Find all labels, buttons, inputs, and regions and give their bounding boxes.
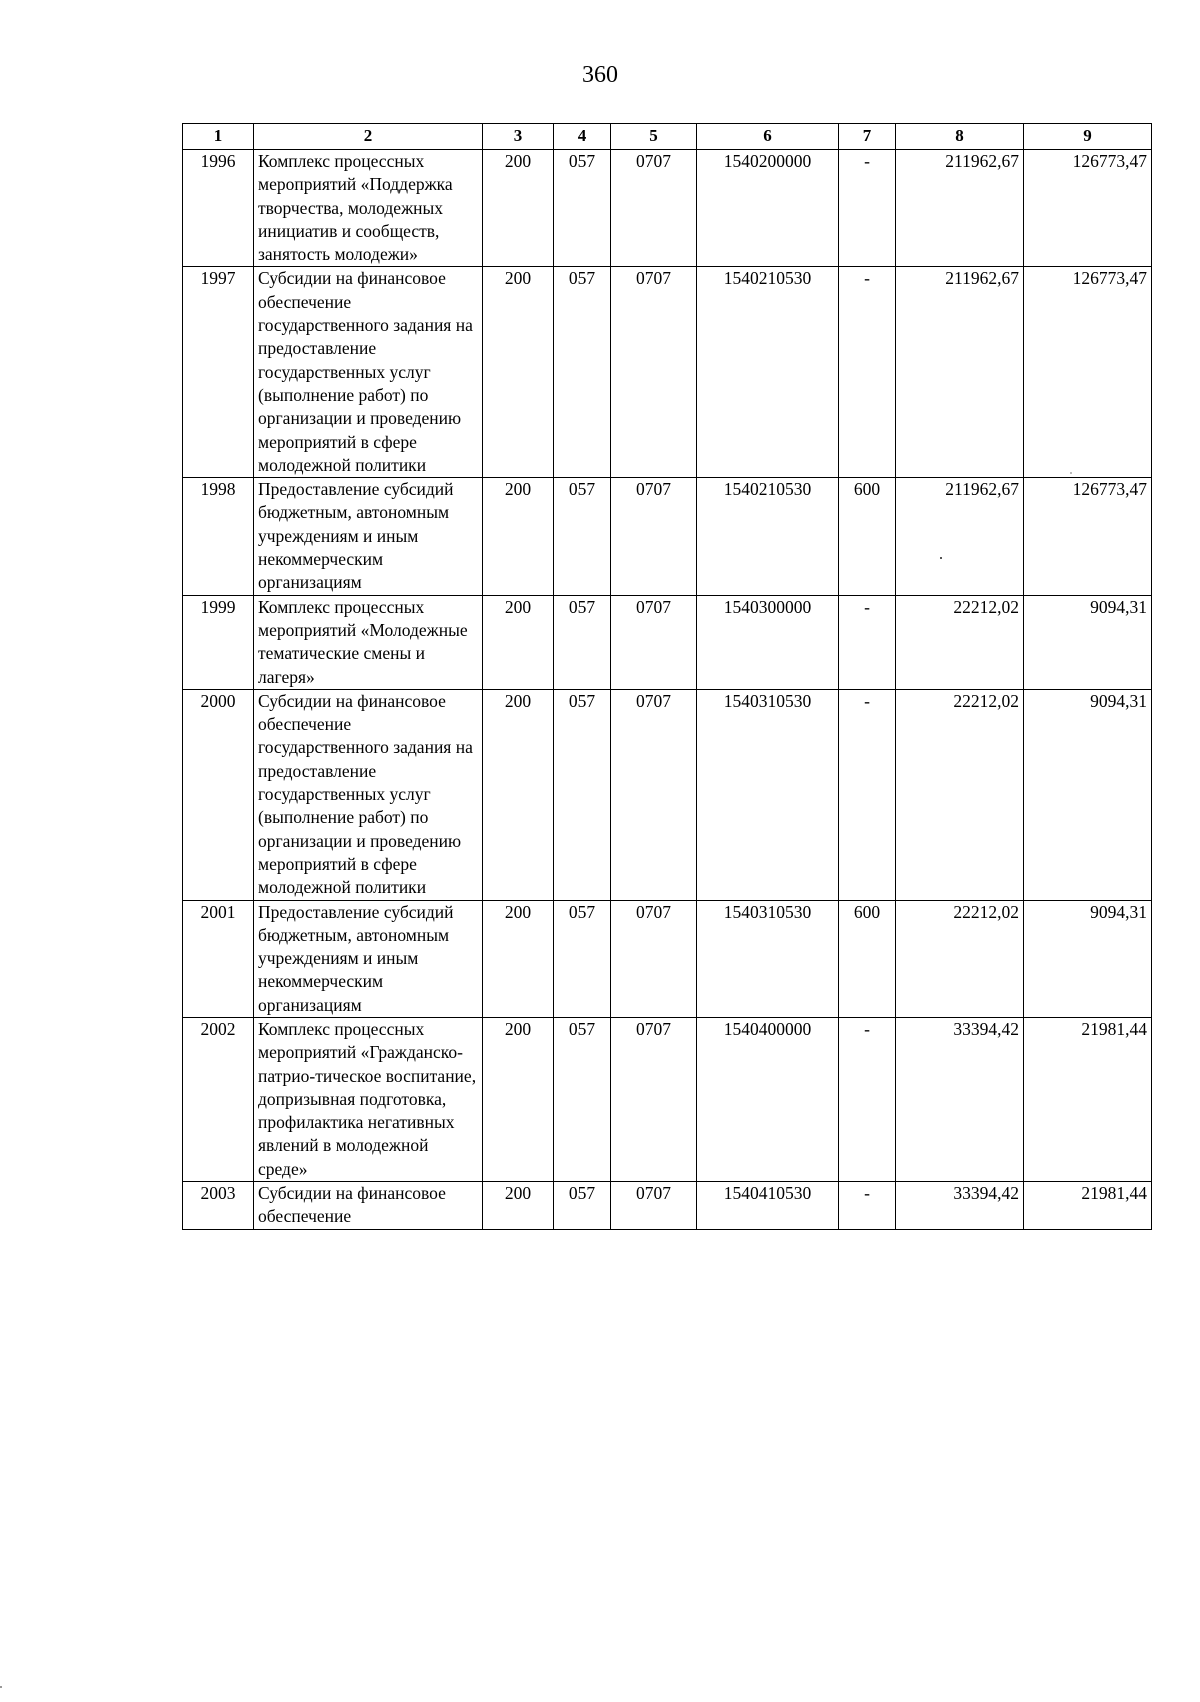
column-header-1: 1 bbox=[183, 124, 254, 150]
item-name: Комплекс процессных мероприятий «Молодежные тематические смены и лагеря» bbox=[254, 595, 483, 689]
column-header-3: 3 bbox=[483, 124, 554, 150]
code-3: 200 bbox=[483, 595, 554, 689]
row-number: 1999 bbox=[183, 595, 254, 689]
code-4: 057 bbox=[554, 689, 611, 900]
table-row bbox=[183, 1017, 1152, 1181]
code-4: 057 bbox=[554, 595, 611, 689]
amount-8: 22212,02 bbox=[896, 595, 1024, 689]
code-5: 0707 bbox=[611, 1017, 697, 1181]
code-6: 1540210530 bbox=[697, 267, 839, 478]
table-row bbox=[183, 595, 1152, 689]
column-header-4: 4 bbox=[554, 124, 611, 150]
code-4: 057 bbox=[554, 150, 611, 267]
row-number: 1997 bbox=[183, 267, 254, 478]
code-5: 0707 bbox=[611, 478, 697, 595]
code-6: 1540200000 bbox=[697, 150, 839, 267]
code-7: 600 bbox=[839, 900, 896, 1017]
amount-8: 211962,67 bbox=[896, 150, 1024, 267]
code-6: 1540310530 bbox=[697, 689, 839, 900]
code-5: 0707 bbox=[611, 900, 697, 1017]
column-header-2: 2 bbox=[254, 124, 483, 150]
code-6: 1540210530 bbox=[697, 478, 839, 595]
code-4: 057 bbox=[554, 900, 611, 1017]
code-4: 057 bbox=[554, 1182, 611, 1230]
code-3: 200 bbox=[483, 478, 554, 595]
code-3: 200 bbox=[483, 1182, 554, 1230]
code-3: 200 bbox=[483, 150, 554, 267]
amount-9: 9094,31 bbox=[1024, 595, 1152, 689]
amount-9: 126773,47 bbox=[1024, 267, 1152, 478]
amount-9: 9094,31 bbox=[1024, 900, 1152, 1017]
code-6: 1540310530 bbox=[697, 900, 839, 1017]
row-number: 1998 bbox=[183, 478, 254, 595]
code-4: 057 bbox=[554, 267, 611, 478]
row-number: 1996 bbox=[183, 150, 254, 267]
item-name: Комплекс процессных мероприятий «Поддержка творчества, молодежных инициатив и сообществ, занятость молодежи» bbox=[254, 150, 483, 267]
code-5: 0707 bbox=[611, 267, 697, 478]
code-3: 200 bbox=[483, 689, 554, 900]
amount-8: 211962,67 bbox=[896, 478, 1024, 595]
amount-9: 126773,47 bbox=[1024, 150, 1152, 267]
code-7: - bbox=[839, 689, 896, 900]
code-5: 0707 bbox=[611, 1182, 697, 1230]
code-7: - bbox=[839, 267, 896, 478]
table-row bbox=[183, 900, 1152, 1017]
row-number: 2000 bbox=[183, 689, 254, 900]
code-5: 0707 bbox=[611, 150, 697, 267]
code-3: 200 bbox=[483, 267, 554, 478]
page-number: 360 bbox=[582, 62, 618, 88]
amount-8: 22212,02 bbox=[896, 900, 1024, 1017]
table-row bbox=[183, 267, 1152, 478]
header-row bbox=[183, 124, 1152, 150]
item-name: Предоставление субсидий бюджетным, автономным учреждениям и иным некоммерческим организациям bbox=[254, 900, 483, 1017]
item-name: Предоставление субсидий бюджетным, автономным учреждениям и иным некоммерческим организациям bbox=[254, 478, 483, 595]
table-row bbox=[183, 689, 1152, 900]
item-name: Комплекс процессных мероприятий «Гражданско-патрио-тическое воспитание, допризывная подготовка, профилактика негативных явлений в молодежной среде» bbox=[254, 1017, 483, 1181]
row-number: 2003 bbox=[183, 1182, 254, 1230]
item-name: Субсидии на финансовое обеспечение bbox=[254, 1182, 483, 1230]
code-6: 1540410530 bbox=[697, 1182, 839, 1230]
row-number: 2002 bbox=[183, 1017, 254, 1181]
code-5: 0707 bbox=[611, 689, 697, 900]
code-5: 0707 bbox=[611, 595, 697, 689]
code-7: - bbox=[839, 150, 896, 267]
column-header-7: 7 bbox=[839, 124, 896, 150]
scan-speck bbox=[1070, 472, 1072, 474]
budget-table bbox=[182, 123, 1152, 1230]
amount-8: 211962,67 bbox=[896, 267, 1024, 478]
code-4: 057 bbox=[554, 478, 611, 595]
column-header-6: 6 bbox=[697, 124, 839, 150]
code-7: - bbox=[839, 1182, 896, 1230]
amount-8: 33394,42 bbox=[896, 1182, 1024, 1230]
code-6: 1540300000 bbox=[697, 595, 839, 689]
amount-9: 9094,31 bbox=[1024, 689, 1152, 900]
table-row bbox=[183, 1182, 1152, 1230]
amount-8: 22212,02 bbox=[896, 689, 1024, 900]
code-7: - bbox=[839, 1017, 896, 1181]
code-3: 200 bbox=[483, 900, 554, 1017]
amount-8: 33394,42 bbox=[896, 1017, 1024, 1181]
amount-9: 126773,47 bbox=[1024, 478, 1152, 595]
scan-speck bbox=[0, 1686, 2, 1688]
table-row bbox=[183, 150, 1152, 267]
column-header-9: 9 bbox=[1024, 124, 1152, 150]
code-4: 057 bbox=[554, 1017, 611, 1181]
amount-9: 21981,44 bbox=[1024, 1182, 1152, 1230]
item-name: Субсидии на финансовое обеспечение государственного задания на предоставление государственных услуг (выполнение работ) по организации и проведению мероприятий в сфере молодежной политики bbox=[254, 267, 483, 478]
code-3: 200 bbox=[483, 1017, 554, 1181]
row-number: 2001 bbox=[183, 900, 254, 1017]
code-7: - bbox=[839, 595, 896, 689]
column-header-5: 5 bbox=[611, 124, 697, 150]
column-header-8: 8 bbox=[896, 124, 1024, 150]
item-name: Субсидии на финансовое обеспечение государственного задания на предоставление государственных услуг (выполнение работ) по организации и проведению мероприятий в сфере молодежной политики bbox=[254, 689, 483, 900]
scan-speck bbox=[940, 557, 942, 559]
amount-9: 21981,44 bbox=[1024, 1017, 1152, 1181]
code-6: 1540400000 bbox=[697, 1017, 839, 1181]
code-7: 600 bbox=[839, 478, 896, 595]
table-row bbox=[183, 478, 1152, 595]
